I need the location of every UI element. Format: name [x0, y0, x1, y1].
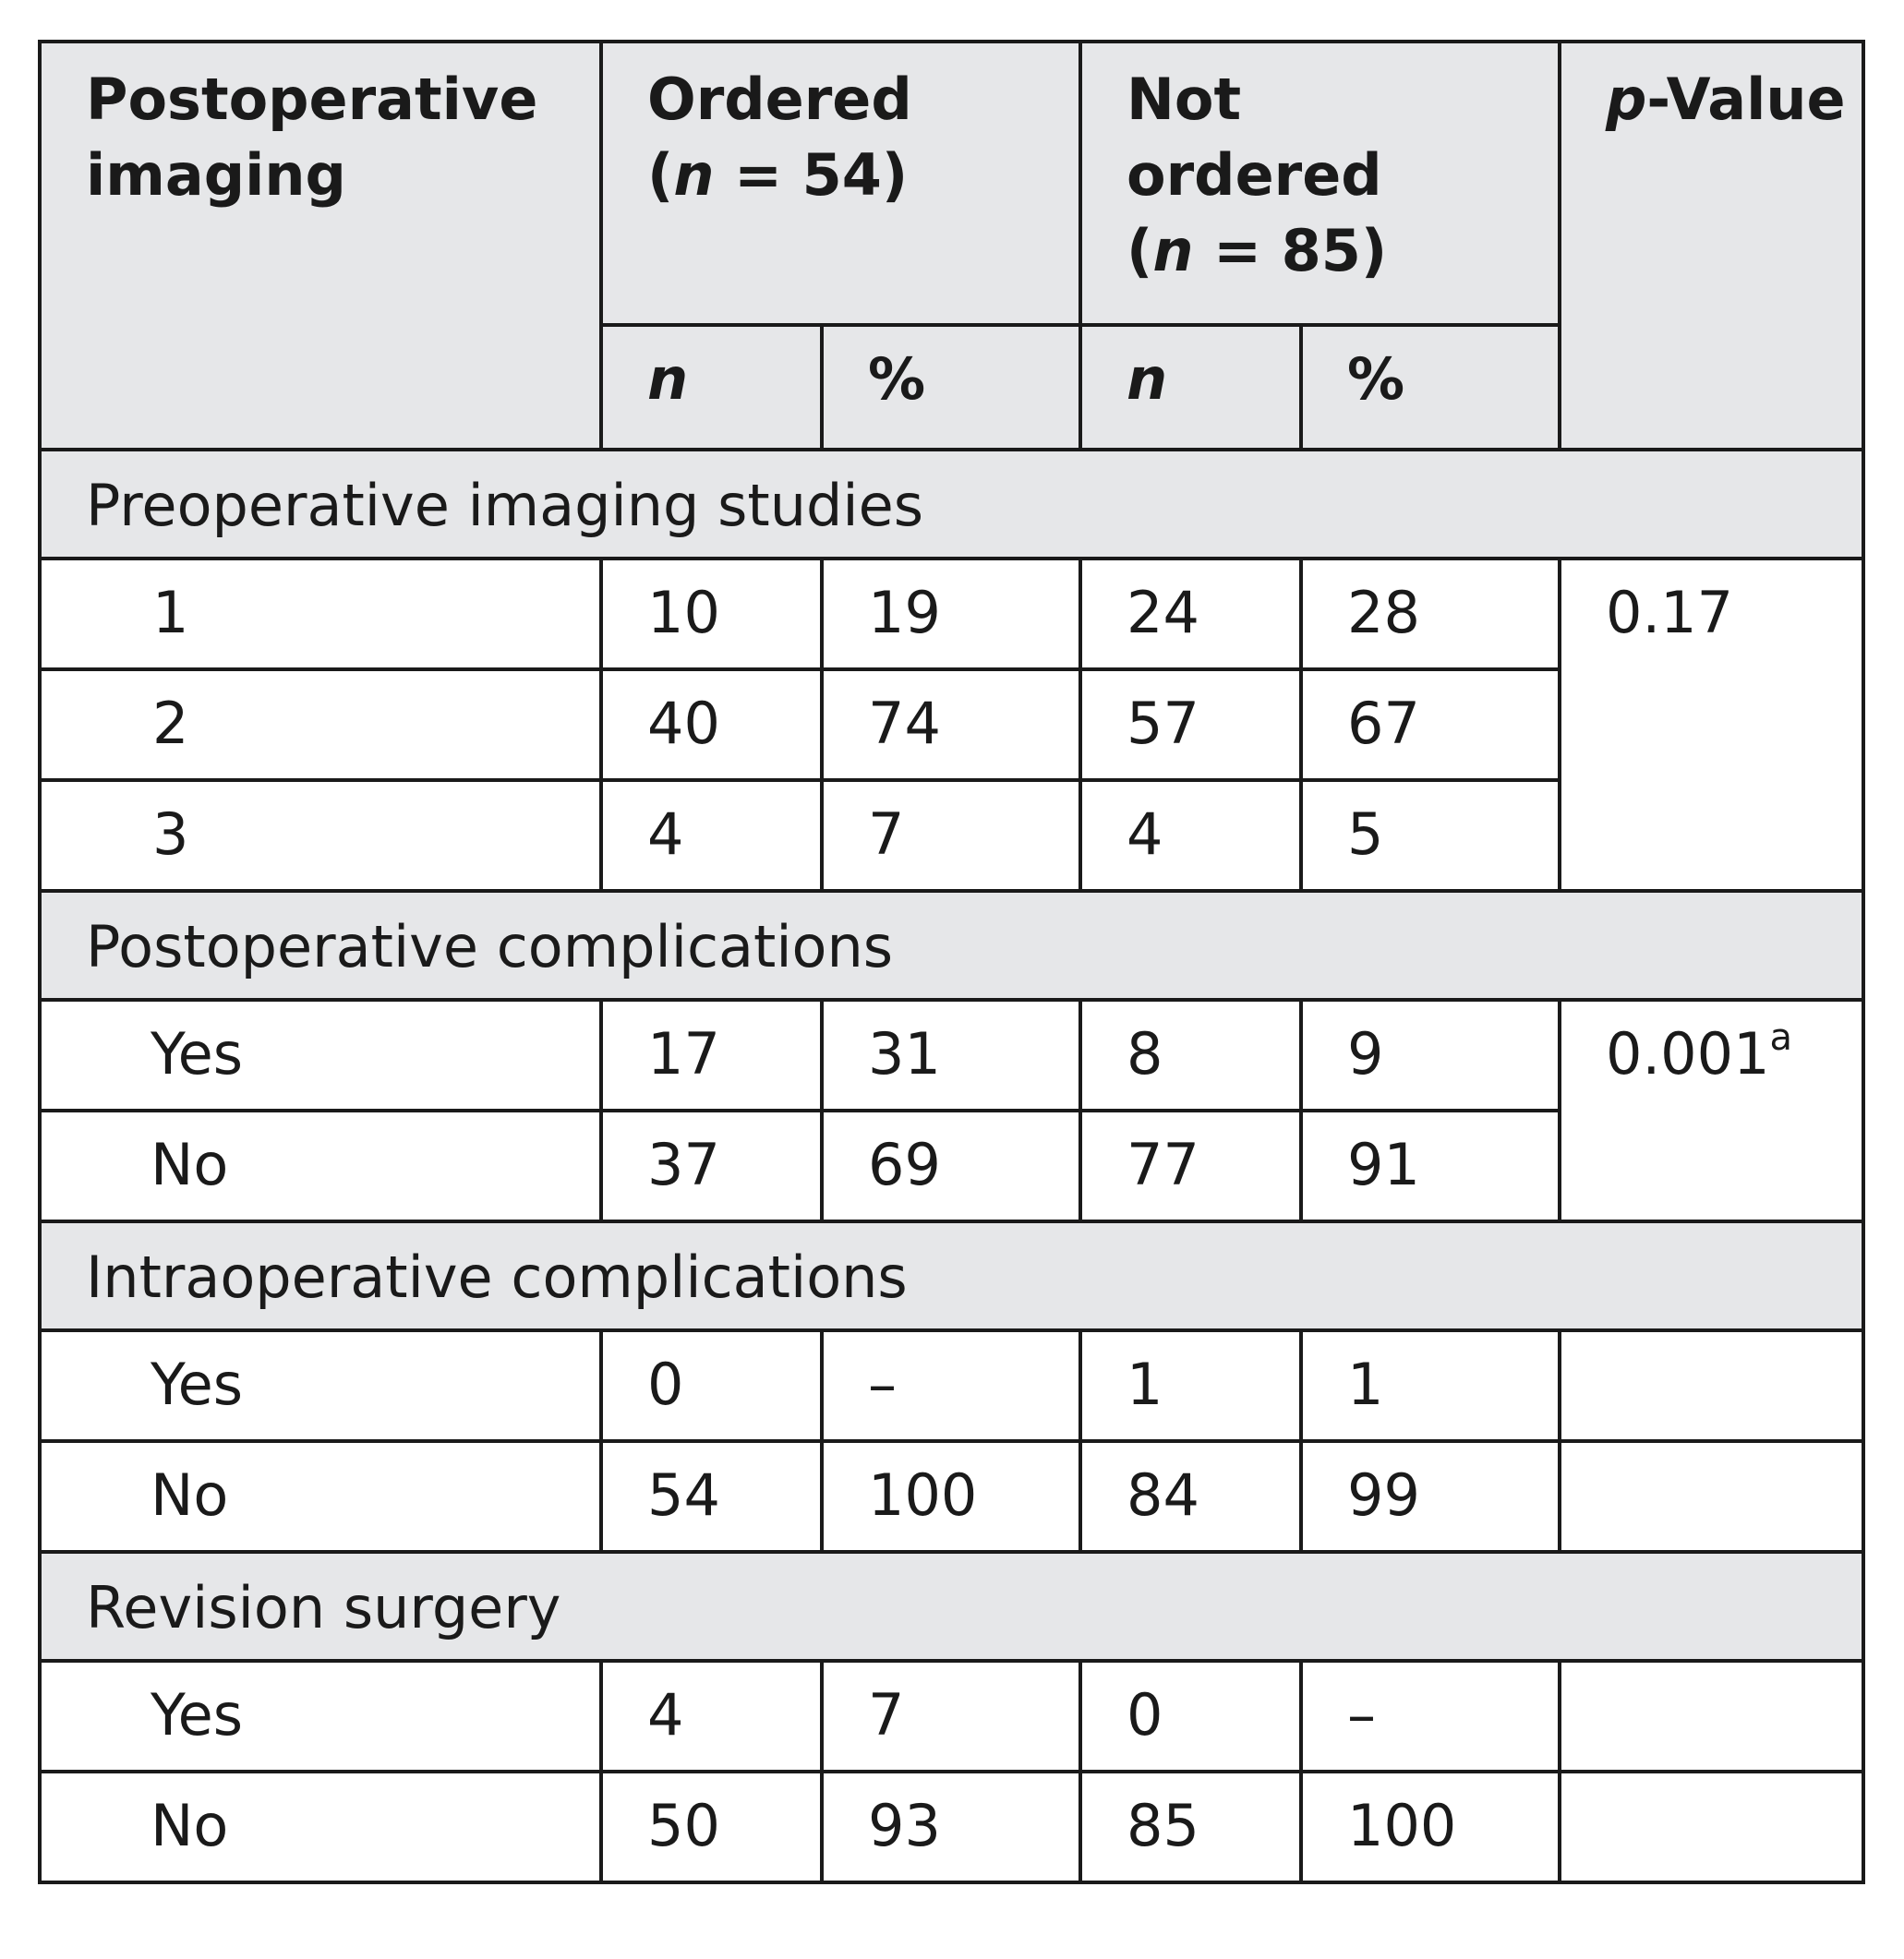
header-not-ordered-n-var: n — [1152, 217, 1194, 284]
ordered-n-cell: 17 — [601, 1000, 822, 1111]
table-row — [40, 1661, 1863, 1772]
ordered-n-cell: 37 — [601, 1111, 822, 1221]
section-row — [40, 1552, 1863, 1661]
not-ordered-pct-cell: 100 — [1301, 1772, 1560, 1882]
ordered-n-cell: 10 — [601, 559, 822, 669]
row-label: 2 — [40, 669, 601, 780]
subheader-not-ordered-pct-label: % — [1347, 345, 1405, 413]
not-ordered-n-cell: 4 — [1080, 780, 1301, 891]
subheader-ordered-n — [601, 325, 822, 450]
ordered-pct-cell: 100 — [822, 1441, 1080, 1552]
subheader-ordered-n-label: n — [647, 345, 689, 413]
not-ordered-pct-cell: 99 — [1301, 1441, 1560, 1552]
not-ordered-n-cell: 24 — [1080, 559, 1301, 669]
not-ordered-n-cell: 8 — [1080, 1000, 1301, 1111]
ordered-pct-cell: 19 — [822, 559, 1080, 669]
p-value-cell — [1560, 1000, 1863, 1221]
table-row — [40, 1000, 1863, 1111]
row-label: Yes — [40, 1000, 601, 1111]
header-postoperative-imaging-label: Postoperative imaging — [86, 66, 538, 209]
not-ordered-n-cell: 77 — [1080, 1111, 1301, 1221]
ordered-pct-cell: 74 — [822, 669, 1080, 780]
row-label: No — [40, 1441, 601, 1552]
row-label: Yes — [40, 1661, 601, 1772]
section-row — [40, 1221, 1863, 1330]
header-p-value-label: -Value — [1646, 66, 1846, 133]
not-ordered-n-cell: 0 — [1080, 1661, 1301, 1772]
not-ordered-n-cell: 85 — [1080, 1772, 1301, 1882]
subheader-ordered-pct — [822, 325, 1080, 450]
not-ordered-pct-cell: – — [1301, 1661, 1560, 1772]
not-ordered-pct-cell: 1 — [1301, 1330, 1560, 1441]
subheader-not-ordered-n — [1080, 325, 1301, 450]
subheader-not-ordered-n-label: n — [1127, 345, 1168, 413]
header-not-ordered-label: Not ordered — [1127, 66, 1382, 209]
p-value-cell — [1560, 1441, 1863, 1552]
table-row — [40, 1330, 1863, 1441]
section-row — [40, 450, 1863, 559]
ordered-pct-cell: 93 — [822, 1772, 1080, 1882]
header-not-ordered: Not ordered (n = 85) — [1080, 42, 1560, 325]
header-ordered: Ordered (n = 54) — [601, 42, 1080, 325]
ordered-pct-cell: – — [822, 1330, 1080, 1441]
row-label: 1 — [40, 559, 601, 669]
subheader-ordered-pct-label: % — [868, 345, 926, 413]
not-ordered-n-cell: 1 — [1080, 1330, 1301, 1441]
subheader-not-ordered-pct — [1301, 325, 1560, 450]
row-label: No — [40, 1772, 601, 1882]
row-label: 3 — [40, 780, 601, 891]
ordered-n-cell: 4 — [601, 780, 822, 891]
section-title: Revision surgery — [40, 1552, 1863, 1661]
results-table — [38, 40, 1865, 1884]
table-row — [40, 1441, 1863, 1552]
section-title: Postoperative complications — [40, 891, 1863, 1000]
header-not-ordered-n-value: = 85) — [1193, 217, 1388, 284]
p-value-cell — [1560, 559, 1863, 891]
header-row — [40, 42, 1863, 325]
p-value: 0.001 — [1606, 1020, 1770, 1088]
not-ordered-n-cell: 84 — [1080, 1441, 1301, 1552]
not-ordered-n-cell: 57 — [1080, 669, 1301, 780]
p-value-footnote-marker: a — [1769, 1016, 1793, 1059]
not-ordered-pct-cell: 67 — [1301, 669, 1560, 780]
ordered-pct-cell: 69 — [822, 1111, 1080, 1221]
header-p-value-p: p — [1606, 66, 1647, 133]
not-ordered-pct-cell: 9 — [1301, 1000, 1560, 1111]
row-label: Yes — [40, 1330, 601, 1441]
p-value-cell — [1560, 1330, 1863, 1441]
table-row — [40, 559, 1863, 669]
not-ordered-pct-cell: 91 — [1301, 1111, 1560, 1221]
p-value: 0.17 — [1606, 579, 1734, 646]
ordered-n-cell: 54 — [601, 1441, 822, 1552]
ordered-pct-cell: 7 — [822, 1661, 1080, 1772]
not-ordered-pct-cell: 28 — [1301, 559, 1560, 669]
ordered-n-cell: 4 — [601, 1661, 822, 1772]
header-postoperative-imaging — [40, 42, 601, 450]
ordered-n-cell: 50 — [601, 1772, 822, 1882]
ordered-n-cell: 0 — [601, 1330, 822, 1441]
header-p-value — [1560, 42, 1863, 450]
ordered-pct-cell: 7 — [822, 780, 1080, 891]
p-value-cell — [1560, 1661, 1863, 1772]
section-title: Preoperative imaging studies — [40, 450, 1863, 559]
section-row — [40, 891, 1863, 1000]
p-value-cell — [1560, 1772, 1863, 1882]
header-ordered-label: Ordered — [647, 66, 912, 133]
ordered-pct-cell: 31 — [822, 1000, 1080, 1111]
table-row — [40, 1772, 1863, 1882]
section-title: Intraoperative complications — [40, 1221, 1863, 1330]
header-ordered-n-value: = 54) — [714, 141, 909, 209]
row-label: No — [40, 1111, 601, 1221]
ordered-n-cell: 40 — [601, 669, 822, 780]
header-ordered-n-var: n — [673, 141, 715, 209]
not-ordered-pct-cell: 5 — [1301, 780, 1560, 891]
